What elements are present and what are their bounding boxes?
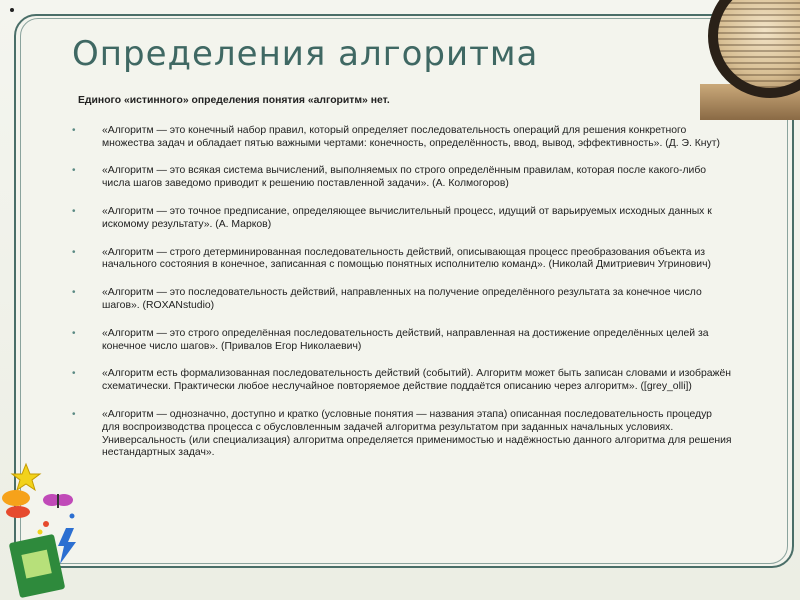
definition-text: «Алгоритм — строго детерминированная последовательность действий, описывающая процесс преобразования объекта из начального состояния в конечное, записанная с помощью понятных исполнителю команд». (Николай Дмитриевич Угринович) [102, 246, 711, 271]
clipart-formula-icon [2, 490, 30, 518]
bullet-icon: • [72, 165, 76, 177]
slide-content [72, 95, 732, 475]
definition-text: «Алгоритм — это строго определённая последовательность действий, направленная на достижение определённых целей за конечное число шагов». (Привалов Егор Николаевич) [102, 327, 709, 352]
definition-text: «Алгоритм — это точное предписание, определяющее вычислительный процесс, идущий от варьируемых исходных данных к искомому результату». (А. Марков) [102, 205, 712, 230]
slide-title: Определения алгоритма [72, 34, 539, 74]
bullet-icon: • [72, 246, 76, 258]
list-item [72, 328, 732, 354]
list-item [72, 368, 732, 394]
list-item [72, 206, 732, 232]
clipart-butterfly-icon [43, 494, 73, 508]
bullet-icon: • [72, 368, 76, 380]
bullet-icon: • [72, 408, 76, 420]
definition-text: «Алгоритм — это конечный набор правил, который определяет последовательность операций для решения конкретного множества задач и обладает пятью важными чертами: конечность, определённость, ввод, вывод, эффективность». (Д. Э. Кнут) [102, 124, 720, 149]
lead-text: Единого «истинного» определения понятия «алгоритм» нет. [78, 95, 390, 106]
bullet-icon: • [72, 327, 76, 339]
list-item [72, 165, 732, 191]
list-item [72, 247, 732, 273]
list-item [72, 125, 732, 151]
clipart-book-icon [9, 534, 66, 598]
list-item [72, 287, 732, 313]
definition-text: «Алгоритм — это всякая система вычислений, выполняемых по строго определённым правилам, которая после какого-либо числа шагов заведомо приводит к решению поставленной задачи». (А. Колмогоров) [102, 165, 707, 190]
bullet-icon: • [72, 205, 76, 217]
clipart-star-icon [12, 464, 40, 490]
definition-text: «Алгоритм — это последовательность действий, направленных на получение определённого результата за конечное число шагов». (ROXANstudio) [102, 287, 702, 311]
bullet-icon: • [72, 287, 76, 299]
list-item [72, 409, 732, 460]
corner-dot [10, 8, 14, 12]
definition-text: «Алгоритм — однозначно, доступно и кратко (условные понятия — названия этапа) описанная последовательность процедур для воспроизводства процесса с обусловленным задачей алгоритма результатом при заданных начальных условиях. Универсальность (или специализация) алгоритма определяется применимостью и надёжностью данного алгоритма для решения нестандартных задач». [102, 408, 732, 459]
definition-text: «Алгоритм есть формализованная последовательность действий (событий). Алгоритм может быть записан словами и изображён схематически. Практически любое неслучайное повторяемое действие поддаётся описанию через алгоритм». ([grey_olli]) [102, 368, 731, 393]
clipart-lightning-icon [58, 528, 76, 564]
science-clipart [0, 460, 90, 600]
bullet-icon: • [72, 124, 76, 136]
